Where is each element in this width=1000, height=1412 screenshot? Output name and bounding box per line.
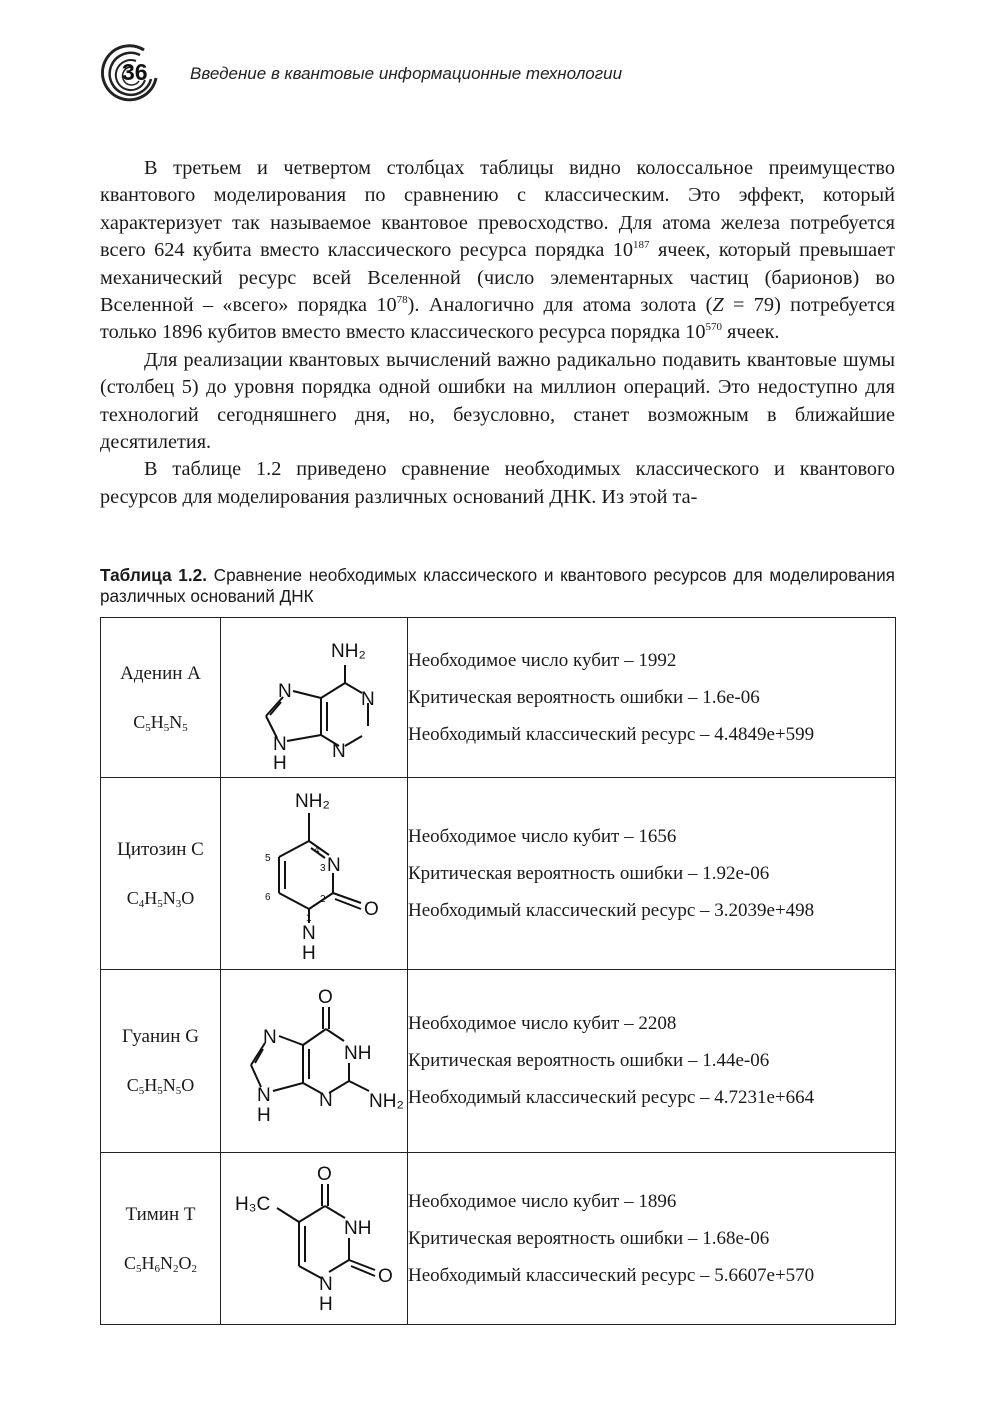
page-number: 36 (122, 59, 148, 85)
paragraph: В третьем и четвертом столбцах таблицы видно колоссальное преимущество квантового моделирования по сравнению с классическим. Это эффект, который характеризует так называемое квантовое превосходство. Для атома железа потребуется всего 624 кубита вместо классического ресурса порядка $10^{187}$ ячеек, который превышает механический ресурс всей Вселенной (число элементарных частиц (барионов) во Вселенной – «всего» порядка $10^{78}$). Аналогично для атома золота (Z = 79) потребуется только 1896 кубитов вместо вместо классического ресурса порядка $10^{570}$ ячеек. (100, 157, 895, 344)
structure-label: O (318, 987, 333, 1008)
base-formula: $C_5H_6N_2O_2$ (123, 1252, 197, 1275)
info-cell (408, 1153, 896, 1325)
ring-position: 4 (314, 844, 320, 856)
ring-position: 5 (265, 852, 271, 864)
structure-label: N (332, 740, 346, 762)
table-row (101, 970, 896, 1153)
dna-bases-table (100, 617, 896, 1325)
structure-label: N (278, 680, 292, 702)
guanine-structure (221, 973, 407, 1149)
structure-cell (221, 970, 408, 1153)
cytosine-structure (221, 781, 407, 967)
table-caption (100, 565, 895, 607)
base-name-cell (101, 970, 221, 1153)
base-formula: $C_5H_5N_5$ (133, 711, 188, 734)
structure-label: N (319, 1273, 333, 1295)
structure-label: NH₂ (369, 1091, 404, 1112)
base-name-cell (101, 1153, 221, 1325)
structure-label: NH (344, 1043, 372, 1064)
structure-label: N (327, 854, 341, 876)
error-probability: Критическая вероятность ошибки – 1.44e-06 (408, 1050, 770, 1071)
ring-position: 3 (320, 862, 326, 874)
info-cell (408, 618, 896, 778)
ring-position: 2 (320, 893, 326, 905)
table-row (101, 778, 896, 970)
structure-label: NH (344, 1217, 372, 1239)
base-formula: $C_4H_5N_3O$ (126, 887, 195, 910)
table-row (101, 618, 896, 778)
structure-label: N (302, 922, 316, 944)
structure-cell (221, 778, 408, 970)
base-name: Аденин A (120, 662, 201, 684)
table-row (101, 1153, 896, 1325)
paragraph: В таблице 1.2 приведено сравнение необходимых классического и квантового ресурсов для моделирования различных оснований ДНК. Из этой та- (100, 458, 895, 508)
qubit-count: Необходимое число кубит – 1992 (408, 649, 677, 671)
classical-resource: Необходимый классический ресурс – 4.7231e+664 (408, 1087, 815, 1108)
error-probability: Критическая вероятность ошибки – 1.68e-06 (408, 1227, 770, 1249)
structure-label: NH₂ (331, 640, 366, 662)
ring-position: 6 (265, 891, 271, 903)
classical-resource: Необходимый классический ресурс – 3.2039e+498 (408, 899, 815, 921)
structure-label: O (317, 1163, 332, 1185)
error-probability: Критическая вероятность ошибки – 1.92e-06 (408, 862, 770, 884)
structure-label: N (263, 1027, 277, 1048)
structure-label: H (319, 1293, 333, 1315)
structure-label: O (378, 1265, 393, 1287)
base-name: Гуанин G (122, 1026, 199, 1047)
classical-resource: Необходимый классический ресурс – 4.4849e+599 (408, 723, 815, 745)
structure-label: H₃C (235, 1193, 271, 1215)
base-name-cell (101, 618, 221, 778)
base-name: Цитозин C (117, 838, 204, 860)
page-header (98, 42, 898, 112)
thymine-structure (221, 1158, 407, 1320)
caption-label: Таблица 1.2. (100, 565, 207, 585)
base-name: Тимин T (125, 1203, 196, 1225)
info-cell (408, 970, 896, 1153)
running-title: Введение в квантовые информационные технологии (190, 64, 623, 83)
qubit-count: Необходимое число кубит – 1896 (408, 1190, 677, 1212)
adenine-structure (221, 623, 407, 773)
structure-cell (221, 1153, 408, 1325)
qubit-count: Необходимое число кубит – 1656 (408, 825, 677, 847)
paragraph: Для реализации квантовых вычислений важно радикально подавить квантовые шумы (столбец 5) до уровня порядка одной ошибки на миллион операций. Это недоступно для технологий сегодняшнего дня, но, безусловно, станет возможным в ближайшие десятилетия. (100, 348, 895, 454)
structure-label: N (319, 1090, 333, 1111)
info-cell (408, 778, 896, 970)
structure-label: H (273, 752, 287, 773)
base-formula: $C_5H_5N_5O$ (126, 1075, 195, 1097)
ring-position: 1 (306, 912, 312, 924)
structure-label: N (273, 733, 287, 755)
structure-label: NH₂ (295, 790, 330, 812)
structure-label: O (364, 898, 379, 920)
body-text (100, 155, 895, 511)
classical-resource: Необходимый классический ресурс – 5.6607e+570 (408, 1264, 815, 1286)
caption-text: Сравнение необходимых классического и квантового ресурсов для моделирования различных оснований ДНК (100, 565, 895, 606)
structure-label: N (361, 688, 375, 710)
structure-label: H (302, 942, 316, 964)
structure-label: N (257, 1085, 271, 1106)
structure-cell (221, 618, 408, 778)
qubit-count: Необходимое число кубит – 2208 (408, 1013, 677, 1034)
base-name-cell (101, 778, 221, 970)
error-probability: Критическая вероятность ошибки – 1.6e-06 (408, 686, 760, 708)
structure-label: H (257, 1105, 271, 1126)
